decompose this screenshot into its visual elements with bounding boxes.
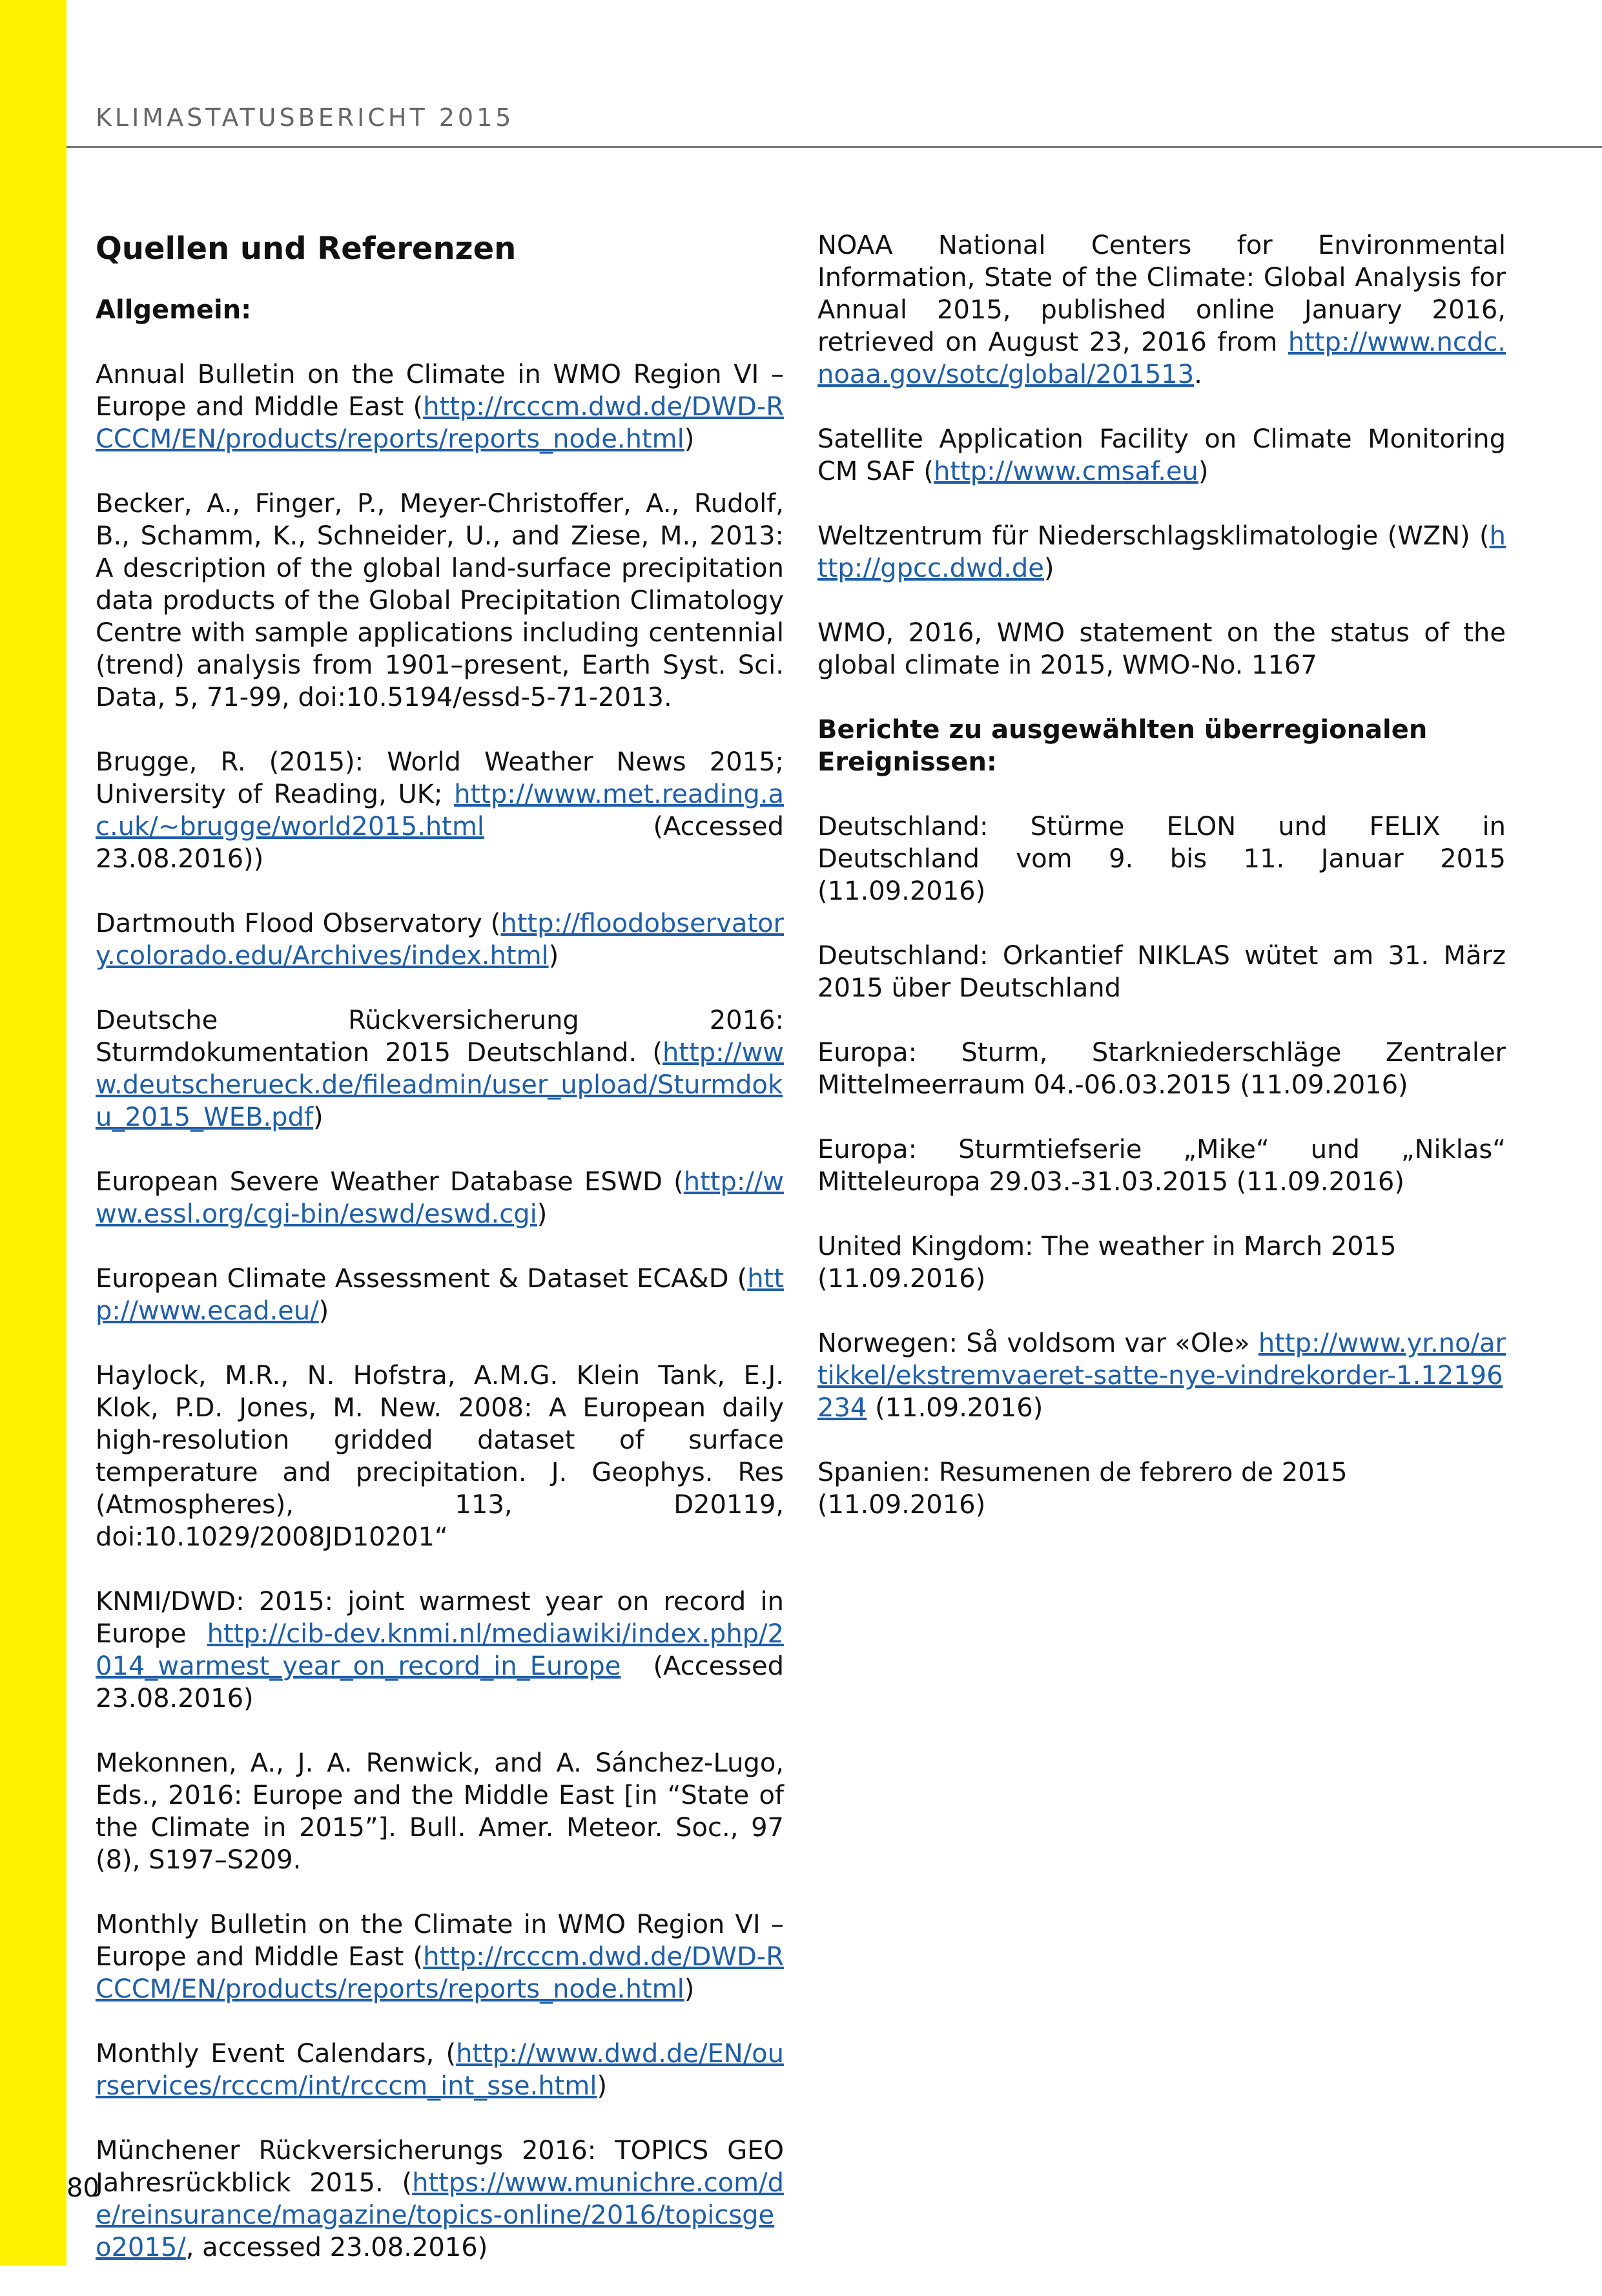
reference-item: Brugge, R. (2015): World Weather News 2015; University of Reading, UK; http://www.met.reading.ac.uk/~brugge/world2015.html (Accessed 23.08.2016))	[96, 747, 784, 874]
reference-link[interactable]: http://www.yr.no/artikkel/ekstremvaeret-satte-nye-vindrekorder-1.12196234	[817, 1329, 1506, 1423]
accent-bar	[0, 0, 67, 2266]
reference-item: European Severe Weather Database ESWD (http://www.essl.org/cgi-bin/eswd/eswd.cgi)	[96, 1167, 784, 1229]
event-item: Deutschland: Stürme ELON und FELIX in Deutschland vom 9. bis 11. Januar 2015 (11.09.2016)	[817, 812, 1506, 906]
section-heading: Quellen und Referenzen	[96, 231, 517, 267]
reference-item: Haylock, M.R., N. Hofstra, A.M.G. Klein Tank, E.J. Klok, P.D. Jones, M. New. 2008: A European daily high-resolution gridded dataset of surface temperature and precipitation. J. Geophys. Res (Atmospheres), 113, D20119, doi:10.1029/2008JD10201“	[96, 1361, 784, 1552]
reference-link[interactable]: http://www.ecad.eu/	[96, 1264, 784, 1326]
reference-link[interactable]: http://www.essl.org/cgi-bin/eswd/eswd.cgi	[96, 1167, 784, 1229]
reference-item: Weltzentrum für Niederschlagsklimatologie (WZN) (http://gpcc.dwd.de)	[817, 521, 1506, 583]
reference-link[interactable]: https://www.munichre.com/de/reinsurance/magazine/topics-online/2016/topicsgeo2015/	[96, 2168, 784, 2262]
reference-item: Mekonnen, A., J. A. Renwick, and A. Sánchez-Lugo, Eds., 2016: Europe and the Middle East [in “State of the Climate in 2015”]. Bull. Amer. Meteor. Soc., 97 (8), S197–S209.	[96, 1748, 784, 1875]
reference-item: Monthly Bulletin on the Climate in WMO Region VI – Europe and Middle East (http://rcccm.dwd.de/DWD-RCCCM/EN/products/reports/reports_node.html)	[96, 1910, 784, 2004]
reference-link[interactable]: http://www.cmsaf.eu	[933, 457, 1198, 486]
reference-link[interactable]: http://www.deutscherueck.de/fileadmin/user_upload/Sturmdoku_2015_WEB.pdf	[96, 1038, 784, 1132]
running-header: KLIMASTATUSBERICHT 2015	[96, 103, 515, 132]
reference-item: Dartmouth Flood Observatory (http://floodobservatory.colorado.edu/Archives/index.html)	[96, 909, 784, 971]
reference-item: European Climate Assessment & Dataset ECA&D (http://www.ecad.eu/)	[96, 1264, 784, 1326]
event-item: Europa: Sturmtiefserie „Mike“ und „Niklas“ Mitteleuropa 29.03.-31.03.2015 (11.09.2016)	[817, 1135, 1506, 1197]
reference-item: Deutsche Rückversicherung 2016: Sturmdokumentation 2015 Deutschland. (http://www.deutscherueck.de/fileadmin/user_upload/Sturmdoku_2015_WEB.pdf)	[96, 1006, 784, 1132]
reference-item: Becker, A., Finger, P., Meyer-Christoffer, A., Rudolf, B., Schamm, K., Schneider, U., and Ziese, M., 2013: A description of the global land-surface precipitation data products of the Global Precipitation Climatology Centre with sample applications including centennial (trend) analysis from 1901–present, Earth Syst. Sci. Data, 5, 71-99, doi:10.5194/essd-5-71-2013.	[96, 489, 784, 712]
reference-link[interactable]: http://rcccm.dwd.de/DWD-RCCCM/EN/products/reports/reports_node.html	[96, 1942, 784, 2004]
reference-link[interactable]: http://gpcc.dwd.de	[817, 521, 1506, 583]
reference-link[interactable]: http://rcccm.dwd.de/DWD-RCCCM/EN/products/reports/reports_node.html	[96, 392, 784, 454]
header-divider	[67, 146, 1602, 148]
event-item: Norwegen: Så voldsom var «Ole» http://www.yr.no/artikkel/ekstremvaeret-satte-nye-vindrekorder-1.12196234 (11.09.2016)	[817, 1329, 1506, 1423]
subsection-heading-events: Berichte zu ausgewählten überregionalen Ereignissen:	[817, 715, 1428, 777]
reference-item: Annual Bulletin on the Climate in WMO Region VI – Europe and Middle East (http://rcccm.dwd.de/DWD-RCCCM/EN/products/reports/reports_node.html)	[96, 360, 784, 454]
reference-link[interactable]: http://www.dwd.de/EN/ourservices/rcccm/int/rcccm_int_sse.html	[96, 2039, 784, 2101]
event-item: Spanien: Resumenen de febrero de 2015 (11.09.2016)	[817, 1458, 1348, 1520]
event-item: Europa: Sturm, Starkniederschläge Zentraler Mittelmeerraum 04.-06.03.2015 (11.09.2016)	[817, 1038, 1506, 1100]
reference-link[interactable]: http://cib-dev.knmi.nl/mediawiki/index.php/2014_warmest_year_on_record_in_Europe	[96, 1619, 784, 1681]
reference-item: Monthly Event Calendars, (http://www.dwd.de/EN/ourservices/rcccm/int/rcccm_int_sse.html)	[96, 2039, 784, 2101]
page-number: 80	[67, 2173, 99, 2203]
reference-link[interactable]: http://www.ncdc.noaa.gov/sotc/global/201513	[817, 327, 1506, 389]
reference-link[interactable]: http://www.met.reading.ac.uk/~brugge/world2015.html	[96, 780, 784, 842]
event-item: United Kingdom: The weather in March 2015 (11.09.2016)	[817, 1232, 1397, 1294]
reference-item: WMO, 2016, WMO statement on the status of the global climate in 2015, WMO-No. 1167	[817, 618, 1506, 680]
right-column	[817, 229, 1506, 1553]
event-item: Deutschland: Orkantief NIKLAS wütet am 31. März 2015 über Deutschland	[817, 941, 1506, 1003]
reference-link[interactable]: http://floodobservatory.colorado.edu/Archives/index.html	[96, 909, 784, 971]
reference-item: NOAA National Centers for Environmental Information, State of the Climate: Global Analysis for Annual 2015, published online January 2016, retrieved on August 23, 2016 from http://www.ncdc.noaa.gov/sotc/global/201513.	[817, 231, 1506, 389]
subsection-heading-general: Allgemein:	[96, 295, 252, 325]
reference-item: Münchener Rückversicherungs 2016: TOPICS GEO Jahresrückblick 2015. (https://www.munichre.com/de/reinsurance/magazine/topics-online/2016/topicsgeo2015/, accessed 23.08.2016)	[96, 2136, 784, 2262]
reference-item: KNMI/DWD: 2015: joint warmest year on record in Europe http://cib-dev.knmi.nl/mediawiki/index.php/2014_warmest_year_on_record_in_Europe (Accessed 23.08.2016)	[96, 1587, 784, 1713]
left-column	[96, 229, 784, 2296]
reference-item: Satellite Application Facility on Climate Monitoring CM SAF (http://www.cmsaf.eu)	[817, 424, 1506, 486]
